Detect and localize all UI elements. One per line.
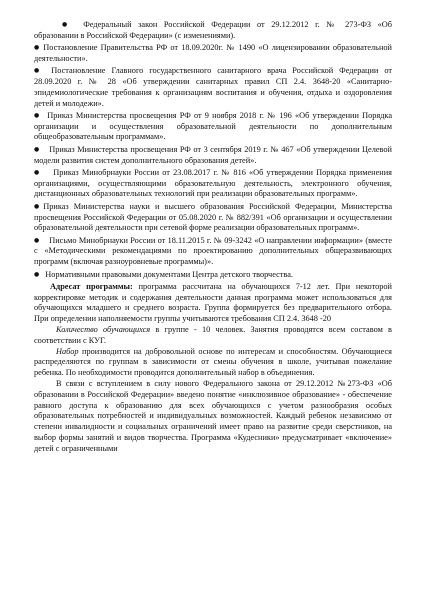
list-item: ● Приказ Министерства науки и высшего образования Российской Федерации, Министерства просвещения Российской Федерации от 05.08.2020 г. № 882/391 «Об организации и осуществлении образовательной деятельности при сетевой форме реализации образовательных программ». [34,201,392,233]
inclusive-paragraph [34,379,392,455]
list-item: ● Нормативными правовыми документами Центра детского творчества. [34,269,293,279]
list-item: ● Приказ Министерства просвещения РФ от 9 ноября 2018 г. № 196 «Об утверждении Порядка организации и осуществления образовательной деятельности по дополнительным общеобразовательным программам». [34,110,392,142]
inclusive-text: В связи с вступлением в силу нового Федерального закона от 29.12.2012 №273-ФЗ «Об образовании в Российской Федерации» введено понятие «инклюзивное образование» - обеспечение равного доступа к образованию для всех обучающихся с учетом разнообразия особых образовательных потребностей и индивидуальных возможностей. Каждый ребенок независимо от степени инвалидности и социальных ограничений имеет право на развитие среди сверстников, на выбор формы занятий и видов творчества. Программа «Кудесники» предусматривает «включение» детей с ограниченными [34,379,392,453]
list-item: ● Постановление Правительства РФ от 18.09.2020г. № 1490 «О лицензировании образовательной деятельности». [34,43,392,63]
bullet-icon: ● [34,44,40,52]
bullet-icon: ● [34,236,40,244]
group-size-paragraph [34,325,392,347]
addressee-label: Адресат программы: [50,281,133,291]
list-item: ● Федеральный закон Российской Федерации от 29.12.2012 г. № 273-ФЗ «Об образовании в Российской Федерации» (с изменениями). [34,20,392,40]
bullet-icon: ● [34,202,40,210]
document-page [34,20,392,455]
enrollment-paragraph [34,347,392,379]
list-item: ● Приказ Минобрнауки России от 23.08.2017 г. № 816 «Об утверждении Порядка применения организациями, осуществляющими образовательную деятельность, электронного обучения, дистанционных образовательных технологий при реализации образовательных программ». [34,167,392,199]
group-size-text: в группе - 10 человек. Занятия проводятся всем составом в соответствии с КУГ. [34,325,392,345]
bullet-icon: ● [34,270,40,278]
list-item: ● Постановление Главного государственного санитарного врача Российской Федерации от 28.09.2020 г. № 28 «Об утверждении санитарных правил СП 2.4. 3648-20 «Санитарно-эпидемиологические требования к организациям воспитания и обучения, отдыха и оздоровления детей и молодежи». [34,66,392,108]
bullet-icon: ● [34,67,40,75]
addressee-paragraph [34,282,392,325]
list-item: ● Приказ Министерства просвещения РФ от 3 сентября 2019 г. № 467 «Об утверждении Целевой модели развития систем дополнительного образования детей». [34,144,392,165]
list-item: ● Письмо Минобрнауки России от 18.11.2015 г. № 09-3242 «О направлении информации» (вместе с «Методическими рекомендациями по проектированию дополнительных общеразвивающих программ (включая разноуровневые программы)». [34,235,392,267]
bullet-icon: ● [34,111,40,119]
enrollment-text: производится на добровольной основе по интересам и способностям. Обучающиеся распределяются по группам в зависимости от смены обучения в школе, учитывая пожелание ребенка. По необходимости проводится дополнительный набор в объединения. [34,346,392,378]
bullet-icon: ● [34,145,40,153]
group-size-label: Количество обучающихся [56,325,151,335]
enrollment-label: Набор [56,346,79,356]
bullet-icon: ● [62,21,68,28]
bullet-icon: ● [34,168,40,176]
addressee-text: программа рассчитана на обучающихся 7-12 лет. При некоторой корректировке методик и содержания деятельности данная программа может использоваться для обучающихся младшего и среднего возраста. Группа формируется без предварительного отбора. При определении наполняемости группы учитываются требования СП 2.4. 3648 -20 [34,281,393,324]
